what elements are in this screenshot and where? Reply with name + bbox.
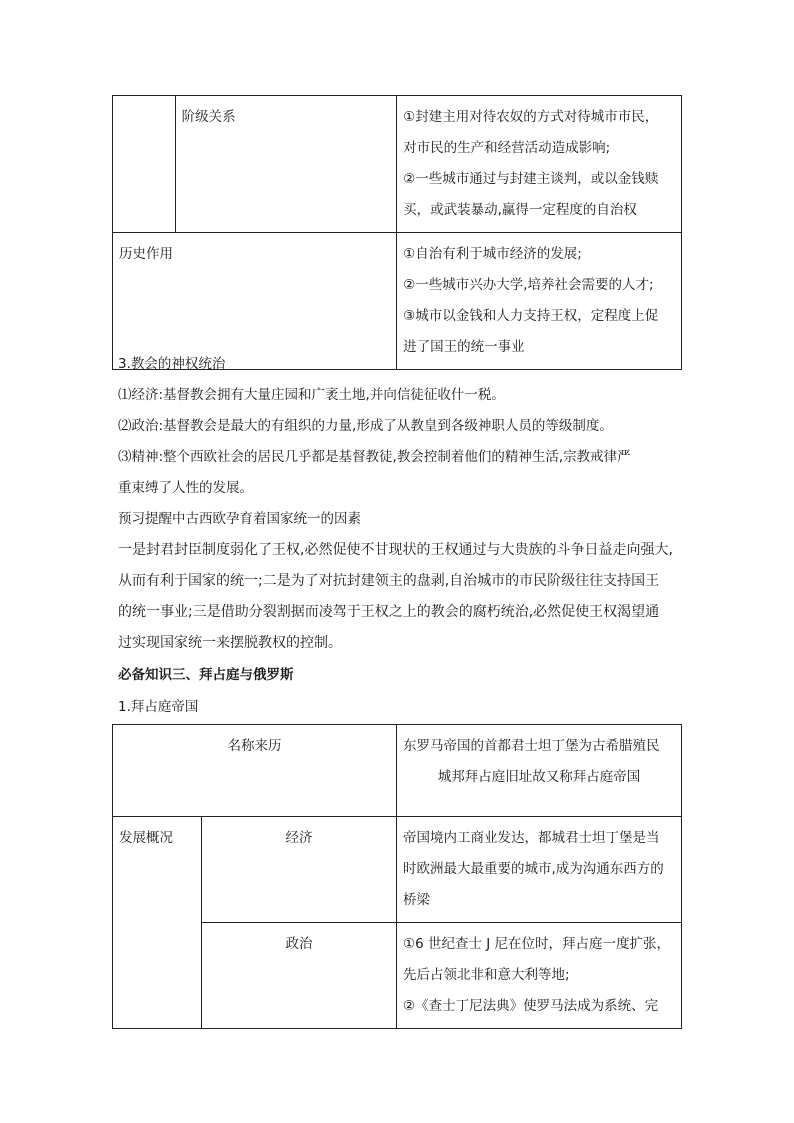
economy-label: 经济	[202, 817, 397, 923]
text-line: 进了国王的统一事业	[403, 339, 525, 355]
text-line: 时欧洲最大最重要的城市,成为沟通东西方的	[403, 861, 664, 877]
text-line: ②一些城市通过与封建主谈判，或以金钱赎	[403, 171, 659, 187]
knowledge3-subheading: 1.拜占庭帝国	[118, 699, 199, 715]
text-line: 的统一事业;三是借助分裂割据而凌驾于王权之上的教会的腐朽统治,必然促使王权渴望通	[118, 604, 660, 620]
text-line: 桥梁	[403, 892, 431, 908]
text-line: 买，或武装暴动,赢得一定程度的自治权	[403, 202, 637, 218]
byzantine-table	[112, 724, 682, 1029]
class-relations-label: 阶级关系	[175, 96, 397, 233]
text-line: 先后占领北非和意大利等地;	[403, 967, 570, 983]
politics-label: 政治	[202, 923, 397, 1029]
text-line: ②一些城市兴办大学,培养社会需要的人才;	[403, 277, 654, 293]
section3-item-politics: ⑵政治:基督教会是最大的有组织的力量,形成了从教皇到各级神职人员的等级制度。	[118, 418, 613, 434]
preview-body	[118, 535, 684, 659]
text-line: 帝国境内工商业发达，都城君士坦丁堡是当	[403, 830, 660, 846]
text-line: ①6 世纪查士 J 尼在位时，拜占庭一度扩张，	[403, 936, 671, 952]
section3-item-spirit	[118, 442, 684, 504]
name-origin-content	[397, 725, 682, 817]
section3-heading: 3.教会的神权统治	[118, 356, 226, 372]
text-line: 过实现国家统一来摆脱教权的控制。	[118, 635, 342, 651]
text-line: 重束缚了人性的发展。	[118, 480, 253, 496]
section3-item-economy: ⑴经济:基督教会拥有大量庄园和广袤土地,并向信徒征收什一税。	[118, 387, 505, 403]
politics-content	[397, 923, 682, 1029]
text-line: 一是封君封臣制度弱化了王权,必然促使不甘现状的王权通过与大贵族的斗争日益走向强大,	[118, 542, 673, 558]
text-line: ⑶精神:整个西欧社会的居民几乎都是基督教徒,教会控制着他们的精神生活,宗教戒律严	[118, 449, 631, 465]
class-relations-table	[112, 95, 682, 370]
name-origin-label: 名称来历	[113, 725, 397, 817]
text-line: ③城市以金钱和人力支持王权，定程度上促	[403, 308, 659, 324]
blank-cell	[113, 96, 176, 233]
text-line: ①自治有利于城市经济的发展;	[403, 246, 582, 262]
class-relations-content	[397, 96, 682, 233]
text-line: 对市民的生产和经营活动造成影响;	[403, 140, 611, 156]
text-line: ①封建主用对待农奴的方式对待城市市民，	[403, 109, 659, 125]
preview-heading: 预习提醒中古西欧孕育着国家统一的因素	[118, 511, 361, 527]
historical-role-label: 历史作用	[113, 233, 397, 370]
text-line: 城邦拜占庭旧址故又称拜占庭帝国	[437, 769, 641, 785]
text-line: 从而有利于国家的统一;二是为了对抗封建领主的盘剥,自治城市的市民阶级往往支持国王	[118, 573, 660, 589]
development-label: 发展概况	[113, 817, 202, 1029]
knowledge3-heading: 必备知识三、拜占庭与俄罗斯	[118, 667, 294, 683]
economy-content	[397, 817, 682, 923]
text-line: ②《查士丁尼法典》使罗马法成为系统、完	[403, 998, 659, 1014]
text-line: 东罗马帝国的首都君士坦丁堡为古希腊殖民	[403, 738, 660, 754]
